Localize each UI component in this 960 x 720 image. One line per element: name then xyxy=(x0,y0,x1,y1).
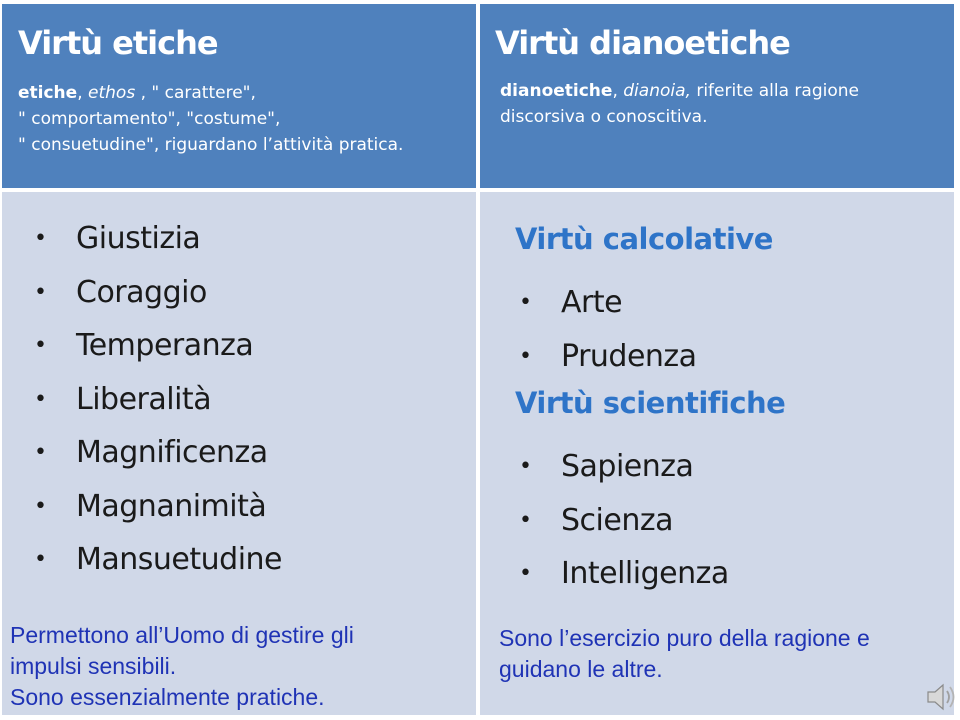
calculative-virtues-list xyxy=(519,276,697,383)
ethical-title: Virtù etiche xyxy=(18,24,218,62)
bullet-icon: • xyxy=(34,279,47,305)
bullet-icon: • xyxy=(519,343,532,369)
desc-greek-term: dianoia, xyxy=(623,81,691,101)
bullet-icon: • xyxy=(34,386,47,412)
list-item: • Liberalità xyxy=(76,373,282,427)
list-item: • Sapienza xyxy=(561,440,729,494)
bullet-icon: • xyxy=(34,493,47,519)
ethical-note: Permettono all’Uomo di gestire gli impulsi sensibili. Sono essenzialmente pratiche. xyxy=(10,622,354,710)
bullet-icon: • xyxy=(34,440,47,465)
bullet-icon: • xyxy=(34,547,47,572)
ethical-description: etiche, ethos , " carattere", " comportamento", "costume", " consuetudine", riguardano l’attività pratica. xyxy=(18,83,404,155)
scientific-subtitle: Virtù scientifiche xyxy=(515,386,786,420)
scientific-virtues-list xyxy=(519,440,729,601)
bullet-icon: • xyxy=(34,333,47,358)
header-cell-dianoetic xyxy=(480,4,954,188)
bullet-icon: • xyxy=(34,226,47,251)
bullet-icon: • xyxy=(519,507,532,533)
bullet-icon: • xyxy=(519,454,532,479)
bullet-icon: • xyxy=(519,290,532,315)
dianoetic-description: dianoetiche, dianoia, riferite alla ragione discorsiva o conoscitiva. xyxy=(500,81,859,127)
dianoetic-title: Virtù dianoetiche xyxy=(495,24,790,62)
list-item: • Temperanza xyxy=(76,319,282,373)
list-item: • Magnanimità xyxy=(76,480,282,534)
desc-term: dianoetiche xyxy=(500,81,613,101)
dianoetic-note: Sono l’esercizio puro della ragione e guidano le altre. xyxy=(499,625,870,682)
list-item: • Magnificenza xyxy=(76,426,282,480)
list-item: • Mansuetudine xyxy=(76,533,282,587)
list-item: • Intelligenza xyxy=(561,547,729,601)
desc-greek-term: ethos xyxy=(88,83,136,103)
bullet-icon: • xyxy=(519,561,532,586)
list-item: • Giustizia xyxy=(76,212,282,266)
list-item: • Prudenza xyxy=(561,330,697,384)
ethical-virtues-list xyxy=(34,212,283,587)
list-item: • Arte xyxy=(561,276,697,330)
desc-term: etiche xyxy=(18,83,78,103)
calculative-subtitle: Virtù calcolative xyxy=(515,222,773,256)
list-item: • Scienza xyxy=(561,494,729,548)
header-cell-ethical xyxy=(2,4,476,188)
list-item: • Coraggio xyxy=(76,266,282,320)
speaker-icon[interactable] xyxy=(924,680,958,714)
